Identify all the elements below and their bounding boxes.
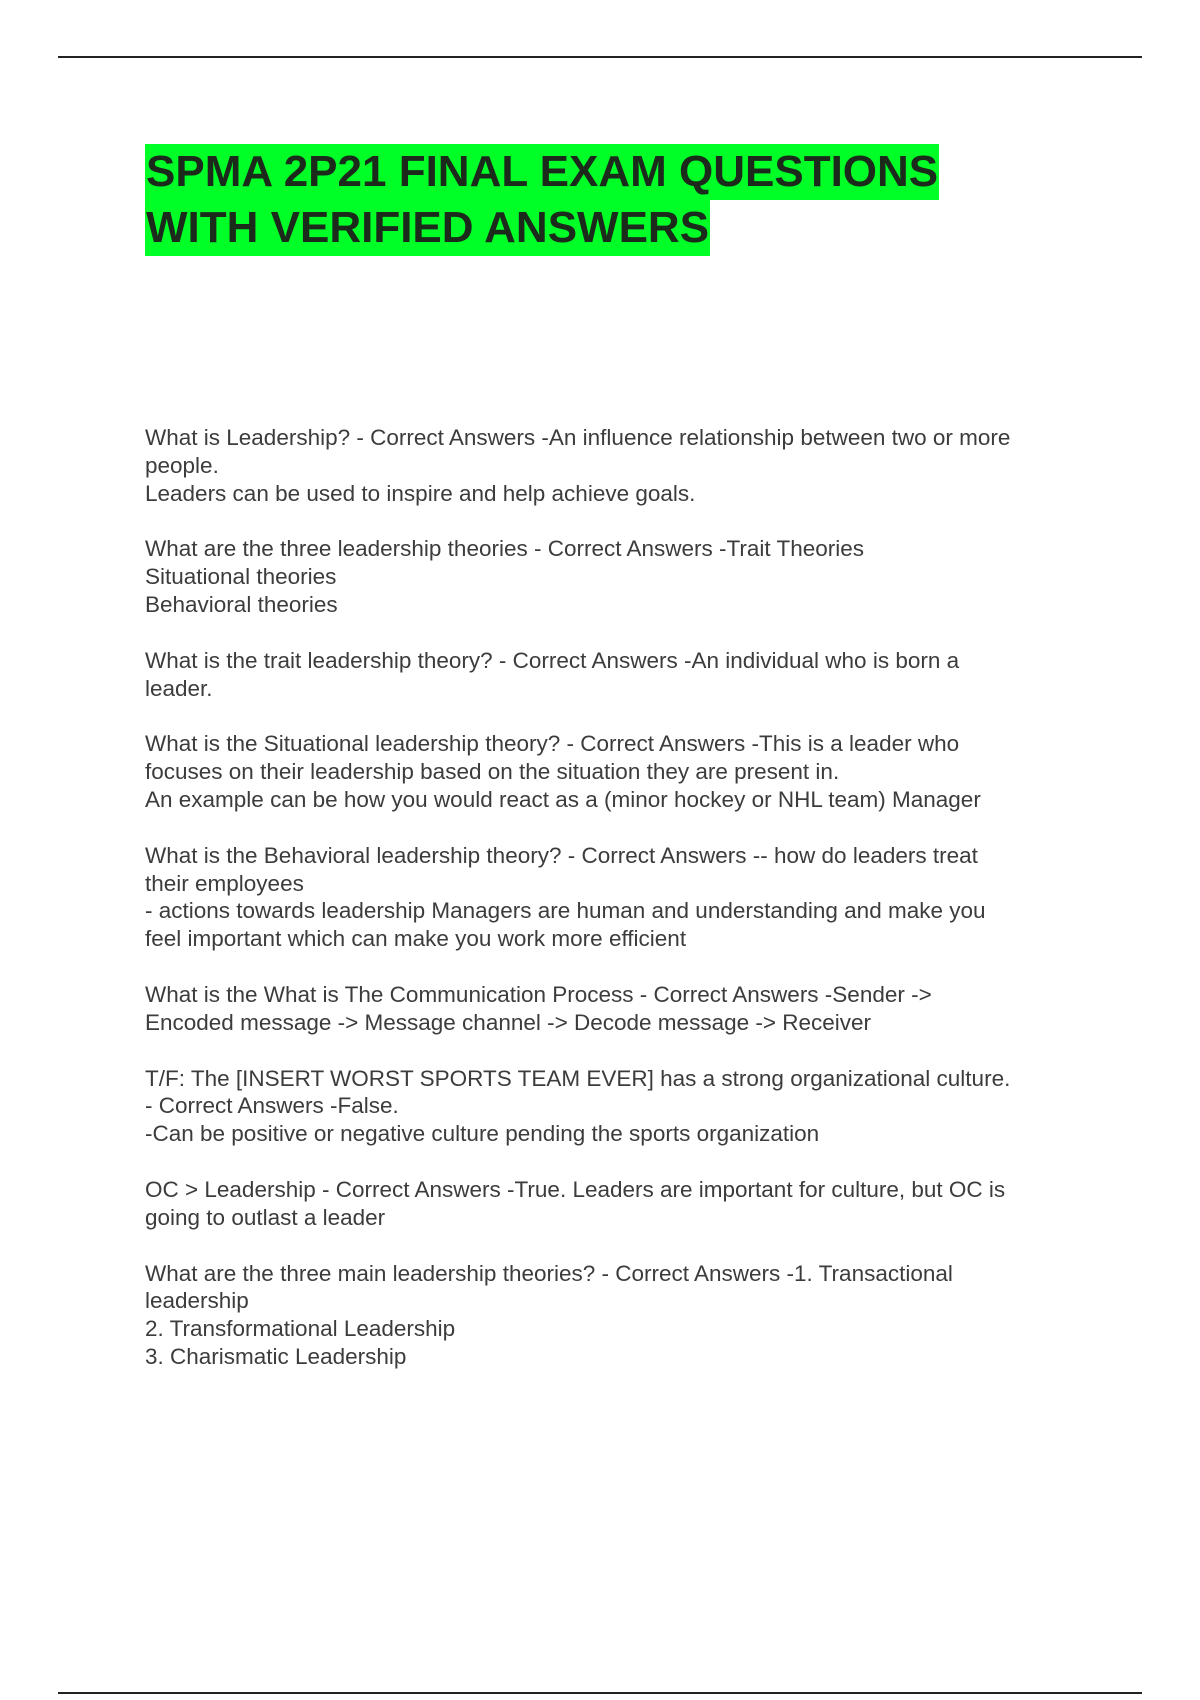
qa-line: T/F: The [INSERT WORST SPORTS TEAM EVER] has a strong organizational culture. [145, 1065, 1011, 1091]
qa-line: -Can be positive or negative culture pending the sports organization [145, 1121, 820, 1147]
qa-line: What is the Situational leadership theory? - Correct Answers -This is a leader who [145, 731, 960, 757]
qa-line: going to outlast a leader [145, 1204, 386, 1230]
qa-entry [145, 1065, 1085, 1148]
qa-entry [145, 842, 1085, 953]
qa-entry [145, 424, 1085, 507]
document-title [145, 144, 939, 256]
qa-entry [145, 647, 1085, 703]
qa-line: Leaders can be used to inspire and help achieve goals. [145, 480, 696, 506]
qa-line: leader. [145, 675, 213, 701]
title-line: SPMA 2P21 FINAL EXAM QUESTIONS [145, 144, 939, 200]
qa-line: people. [145, 452, 219, 478]
qa-line: 2. Transformational Leadership [145, 1316, 456, 1342]
qa-entry [145, 1176, 1085, 1232]
bottom-divider [58, 1692, 1142, 1694]
qa-line: What is the What is The Communication Process - Correct Answers -Sender -> [145, 981, 932, 1007]
qa-line: OC > Leadership - Correct Answers -True. Leaders are important for culture, but OC is [145, 1176, 1006, 1202]
qa-line: An example can be how you would react as a (minor hockey or NHL team) Manager [145, 786, 981, 812]
qa-line: Behavioral theories [145, 591, 338, 617]
qa-entry [145, 730, 1085, 813]
top-divider [58, 56, 1142, 58]
qa-line: their employees [145, 870, 304, 896]
qa-line: 3. Charismatic Leadership [145, 1343, 407, 1369]
qa-entry [145, 1260, 1085, 1371]
qa-line: What is the Behavioral leadership theory? - Correct Answers -- how do leaders treat [145, 842, 978, 868]
qa-line: feel important which can make you work more efficient [145, 926, 687, 952]
qa-line: - Correct Answers -False. [145, 1093, 399, 1119]
qa-entry [145, 981, 1085, 1037]
qa-line: leadership [145, 1288, 249, 1314]
qa-line: What are the three main leadership theories? - Correct Answers -1. Transactional [145, 1260, 953, 1286]
qa-entry [145, 535, 1085, 618]
qa-line: - actions towards leadership Managers are human and understanding and make you [145, 898, 986, 924]
qa-line: What is Leadership? - Correct Answers -An influence relationship between two or more [145, 425, 1011, 450]
title-line: WITH VERIFIED ANSWERS [145, 200, 710, 256]
qa-line: What are the three leadership theories - Correct Answers -Trait Theories [145, 536, 865, 562]
qa-line: What is the trait leadership theory? - Correct Answers -An individual who is born a [145, 647, 960, 673]
qa-line: focuses on their leadership based on the situation they are present in. [145, 759, 840, 785]
qa-line: Encoded message -> Message channel -> Decode message -> Receiver [145, 1009, 872, 1035]
qa-list [145, 424, 1085, 1399]
qa-line: Situational theories [145, 564, 337, 590]
